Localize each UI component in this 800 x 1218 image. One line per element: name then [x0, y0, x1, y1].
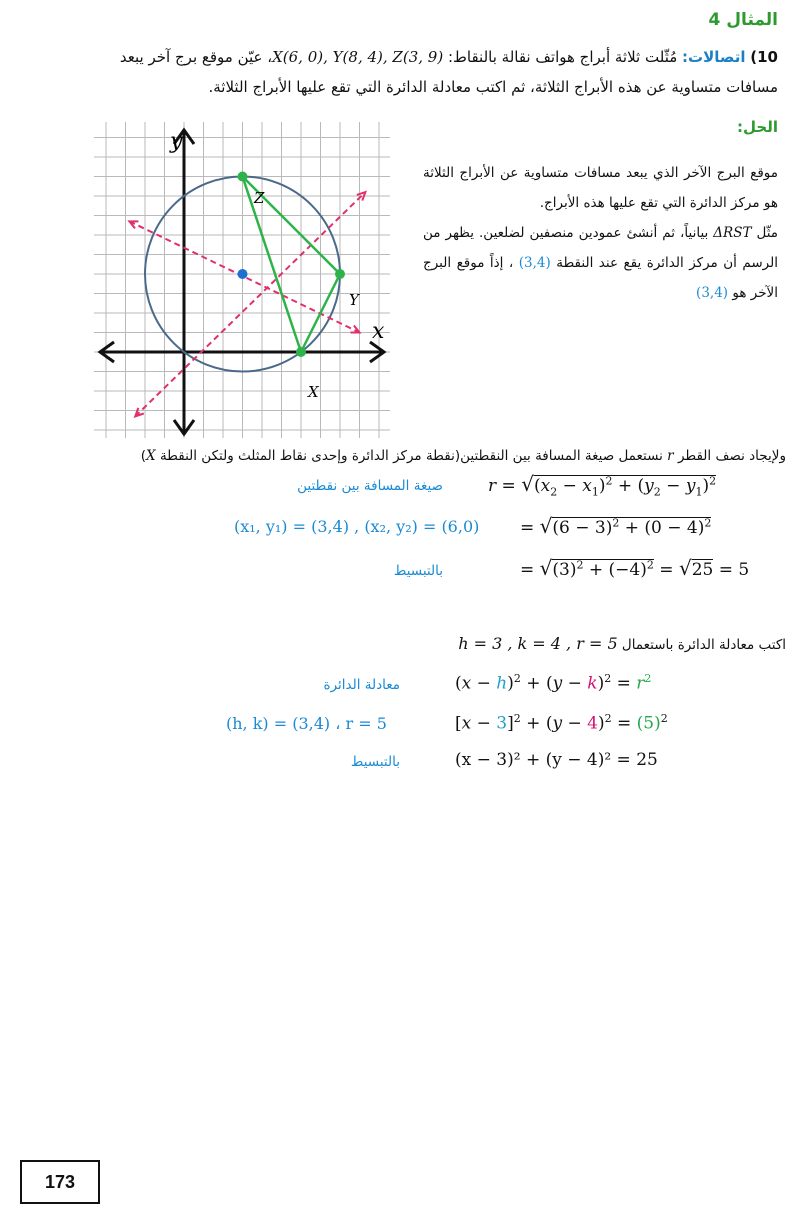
solution-text	[423, 158, 778, 308]
radius-intro-a: ولإيجاد نصف القطر	[677, 448, 786, 464]
solution-paragraph-1: موقع البرج الآخر الذي يبعد مسافات متساوية عن الأبراج الثلاثة هو مركز الدائرة التي تقع عليها هذه الأبراج.	[423, 165, 778, 211]
solution-label: الحل:	[737, 118, 778, 136]
problem-text-b: ، عيّن موقع برج آخر يبعد	[119, 48, 273, 66]
solution-p2a: مثّل	[756, 225, 778, 241]
circle-note-3: بالتبسيط	[350, 754, 400, 770]
circle-figure	[92, 120, 392, 440]
point-label-y: Y	[349, 291, 359, 309]
distance-note-3: بالتبسيط	[393, 563, 443, 579]
problem-statement	[18, 42, 778, 102]
circle-equation-intro	[458, 634, 786, 653]
circle-eq-1: $(x - h)^2 + (y - k)^2 = r^2$	[455, 672, 652, 694]
example-title: المثال 4	[708, 10, 778, 30]
bisector-xz	[135, 192, 365, 416]
bisector-yz-arrow	[129, 221, 138, 228]
radius-symbol: r	[667, 448, 674, 464]
point-label-z: Z	[254, 189, 265, 207]
vertex-z	[238, 172, 248, 182]
center-point-2: (3,4)	[696, 285, 729, 301]
radius-point-x: X	[146, 448, 156, 464]
circle-eq-3: (x − 3)² + (y − 4)² = 25	[455, 750, 658, 770]
circle-eq-2: $[x - 3]^2 + (y - 4)^2 = (5)^2$	[455, 712, 668, 734]
problem-text-a: مُثّلت ثلاثة أبراج هواتف نقالة بالنقاط:	[447, 48, 678, 66]
grid-lines	[94, 122, 390, 438]
y-axis-label: y	[170, 129, 183, 154]
point-label-x: X	[308, 383, 319, 401]
circle-note-1: معادلة الدائرة	[323, 677, 400, 693]
radius-intro-b: نستعمل صيغة المسافة بين النقطتين(نقطة مركز الدائرة وإحدى نقاط المثلث ولتكن النقطة	[159, 448, 663, 464]
solution-p2b: بيانياً، ثم أنشئ عمودين منصفين لضلعين. يظهر من الرسم أن مركز الدائرة يقع عند النقطة	[423, 225, 778, 271]
distance-eq-2: = $√(6 - 3)^2 + (0 - 4)^2$	[520, 514, 712, 538]
x-axis-label: x	[372, 319, 385, 344]
distance-eq-3: = $√(3)^2 + (-4)^2 = √25 = 5$	[520, 556, 750, 580]
page-number: 173	[20, 1160, 100, 1204]
solution-p2c: ، إذاً موقع البرج الآخر هو	[423, 255, 778, 301]
bisector-yz-arrow	[351, 325, 360, 332]
vertex-x	[296, 347, 306, 357]
problem-topic: اتصالات:	[682, 48, 746, 66]
problem-number: 10)	[750, 48, 778, 66]
step2-text: اكتب معادلة الدائرة باستعمال	[621, 637, 786, 653]
center-dot	[238, 269, 248, 279]
problem-line2: مسافات متساوية عن هذه الأبراج الثلاثة، ثم اكتب معادلة الدائرة التي تقع عليها الأبراج الثلاثة.	[208, 78, 778, 96]
triangle-symbol: ΔRST	[713, 225, 752, 241]
vertex-y	[335, 269, 345, 279]
distance-note-1: صيغة المسافة بين نقطتين	[297, 478, 443, 494]
circle-note-2: (h, k) = (3,4) ، r = 5	[226, 714, 387, 733]
distance-note-2: (x₁, y₁) = (3,4) , (x₂, y₂) = (6,0)	[234, 517, 480, 536]
radius-intro-close: )	[140, 448, 147, 464]
center-point: (3,4)	[518, 255, 551, 271]
step2-values: h = 3 , k = 4 , r = 5	[458, 634, 618, 653]
problem-points: X(6, 0), Y(8, 4), Z(3, 9)	[272, 48, 444, 66]
distance-eq-1: $r = √(x_2 - x_1)^2 + (y_2 - y_1)^2$	[488, 472, 717, 499]
radius-intro	[6, 448, 786, 464]
